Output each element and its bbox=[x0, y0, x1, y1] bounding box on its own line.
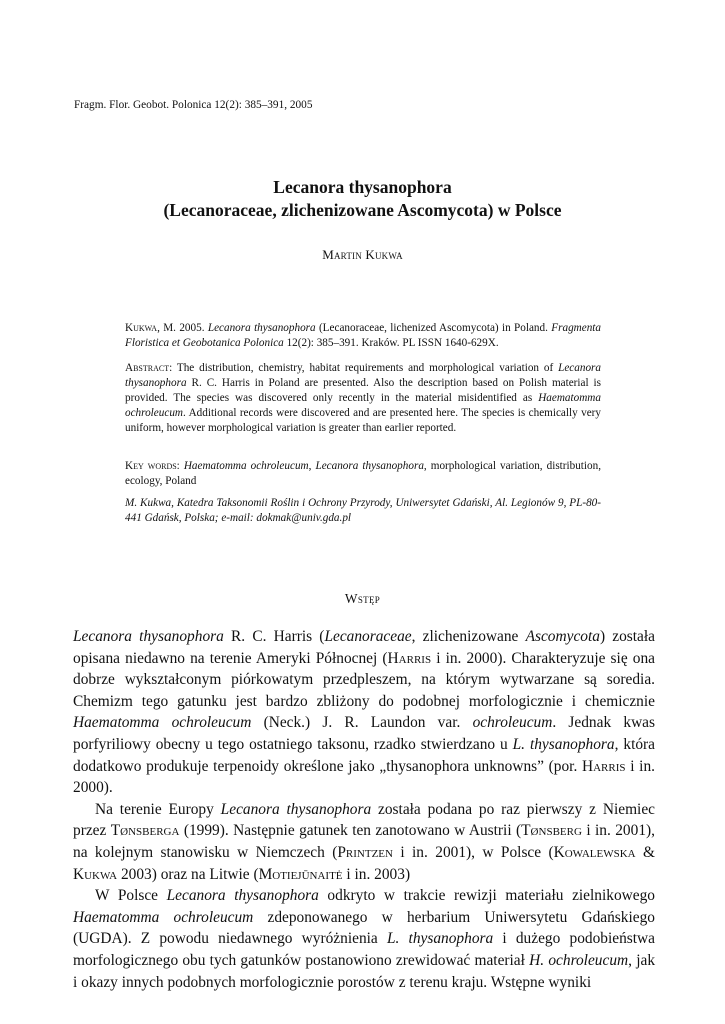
keywords-rest: , morphological variation, distribution, ecology, Poland bbox=[125, 460, 602, 487]
citation-rest-2: 12(2): 385–391. Kraków. PL ISSN 1640-629X. bbox=[283, 337, 499, 349]
abstract-text-b: R. C. Harris in Poland are presented. Also the description based on Polish material is provided. The species was discovered only recently in the material misidentified as bbox=[125, 377, 601, 404]
variety-name: ochroleucum bbox=[472, 714, 553, 732]
text-run: i in. 2000). bbox=[73, 757, 655, 797]
text-run: (1999). Następnie gatunek ten zanotowano w Austrii ( bbox=[179, 822, 522, 840]
body-paragraph-3 bbox=[73, 885, 655, 993]
citation-rest-1: (Lecanoraceae, lichenized Ascomycota) in Poland. bbox=[315, 322, 548, 334]
species-name: Haematomma ochroleucum bbox=[73, 908, 254, 926]
abstract-block bbox=[125, 361, 601, 436]
author-name: Martin Kukwa bbox=[322, 247, 403, 262]
text-run: & bbox=[635, 843, 655, 861]
body-paragraph-1 bbox=[73, 626, 655, 799]
species-name: Haematomma ochroleucum bbox=[73, 714, 252, 732]
cited-author: Harris bbox=[387, 649, 432, 667]
title-line-1: Lecanora thysanophora bbox=[273, 177, 452, 197]
text-run: , która dodatkowo produkuje terpenoidy określone jako „thysanophora unknowns” (por. bbox=[73, 735, 655, 775]
citation-block bbox=[125, 321, 601, 351]
title-line-2: (Lecanoraceae, zlichenizowane Ascomycota) w Polsce bbox=[163, 200, 562, 220]
text-run: i in. 2000). Charakteryzuje się ona dobrze wykształconym piórkowatym przedpleszem, na którym wytwarzane są soredia. Chemizm tego gatunku jest bardzo zbliżony do podobnej morfologicznie i chemicznie bbox=[73, 649, 655, 710]
text-run: i dużego podobieństwa morfologicznego obu tych gatunków postanowiono zrewidować materiał bbox=[73, 930, 655, 969]
species-name: Lecanora thysanophora bbox=[220, 800, 372, 818]
keywords-comma: , bbox=[308, 460, 316, 472]
species-name: L. thysanophora bbox=[386, 930, 494, 948]
family-name: Lecanoraceae bbox=[324, 628, 412, 645]
species-name: H. ochroleucum bbox=[529, 951, 629, 969]
keywords-label: Key words bbox=[125, 460, 177, 472]
cited-author: Kukwa bbox=[73, 865, 118, 883]
cited-author: Printzen bbox=[337, 843, 393, 861]
text-run: i in. 2001), na kolejnym stanowisku w Niemczech ( bbox=[73, 822, 655, 861]
text-run: i in. 2001), w Polsce ( bbox=[392, 843, 554, 861]
text-run: odkryto w trakcie rewizji materiału zielnikowego bbox=[318, 887, 655, 905]
text-run: 2003) oraz na Litwie ( bbox=[117, 865, 259, 883]
species-name: L. thysanophora bbox=[512, 735, 615, 753]
citation-year: , M. 2005. bbox=[157, 322, 208, 334]
text-run: zdeponowanego w herbarium Uniwersytetu Gdańskiego (UGDA). Z powodu niedawnego wyróżnienia bbox=[73, 908, 655, 948]
text-run: i in. 2003) bbox=[342, 865, 411, 883]
text-run: ) została opisana niedawno na terenie Ameryki Północnej ( bbox=[73, 628, 655, 667]
species-name: Lecanora thysanophora bbox=[166, 887, 319, 905]
phylum-name: Ascomycota bbox=[525, 628, 600, 645]
section-heading: Wstęp bbox=[344, 591, 381, 606]
keyword-1: Haematomma ochroleucum bbox=[183, 460, 309, 472]
author-address bbox=[125, 496, 601, 526]
cited-author: Tønsberga bbox=[110, 822, 180, 840]
citation-species: Lecanora thysanophora bbox=[207, 322, 316, 334]
text-run: . Jednak kwas porfyriliowy obecny u tego ostatniego taksonu, rzadko stwierdzano u bbox=[73, 714, 655, 753]
abstract-misid: Haematomma ochroleucum bbox=[125, 392, 601, 419]
address-text: M. Kukwa, Katedra Taksonomii Roślin i Ochrony Przyrody, Uniwersytet Gdański, Al. Legionów 9, PL-80-441 Gdańsk, Polska; e-mail: dokmak@univ.gda.pl bbox=[125, 497, 601, 524]
text-run: W Polsce bbox=[95, 887, 167, 905]
cited-author: Kowalewska bbox=[553, 843, 636, 861]
text-run: (Neck.) J. R. Laundon var. bbox=[251, 714, 473, 732]
species-name: Lecanora thysanophora bbox=[73, 628, 224, 645]
keyword-2: Lecanora thysanophora bbox=[315, 460, 424, 472]
journal-reference: Fragm. Flor. Geobot. Polonica 12(2): 385–391, 2005 bbox=[74, 99, 313, 111]
cited-author: Harris bbox=[582, 757, 626, 775]
article-title bbox=[0, 176, 725, 222]
text-run: , zlichenizowane bbox=[411, 628, 526, 645]
cited-author: Motiejūnaitė bbox=[258, 865, 343, 883]
cited-author: Tønsberg bbox=[521, 822, 582, 840]
text-run: , jak i okazy innych podobnych morfologicznie porostów z terenu kraju. Wstępne wyniki bbox=[73, 951, 656, 991]
text-run: została podana po raz pierwszy z Niemiec przez bbox=[73, 800, 655, 840]
article-body bbox=[73, 626, 655, 993]
text-run: Na terenie Europy bbox=[95, 800, 221, 818]
abstract-species: Lecanora thysanophora bbox=[125, 362, 601, 389]
abstract-text-a: : The distribution, chemistry, habitat requirements and morphological variation of bbox=[169, 362, 559, 374]
abstract-text-c: . Additional records were discovered and are presented here. The species is chemically very uniform, however morphological variation is greater than earlier reported. bbox=[125, 407, 601, 434]
keywords-block bbox=[125, 459, 601, 489]
keywords-separator: : bbox=[176, 460, 184, 472]
body-paragraph-2 bbox=[73, 799, 655, 885]
text-run: R. C. Harris ( bbox=[223, 628, 325, 645]
citation-journal: Fragmenta Floristica et Geobotanica Polonica bbox=[125, 322, 601, 349]
citation-author: Kukwa bbox=[125, 322, 158, 334]
abstract-label: Abstract bbox=[125, 362, 170, 374]
